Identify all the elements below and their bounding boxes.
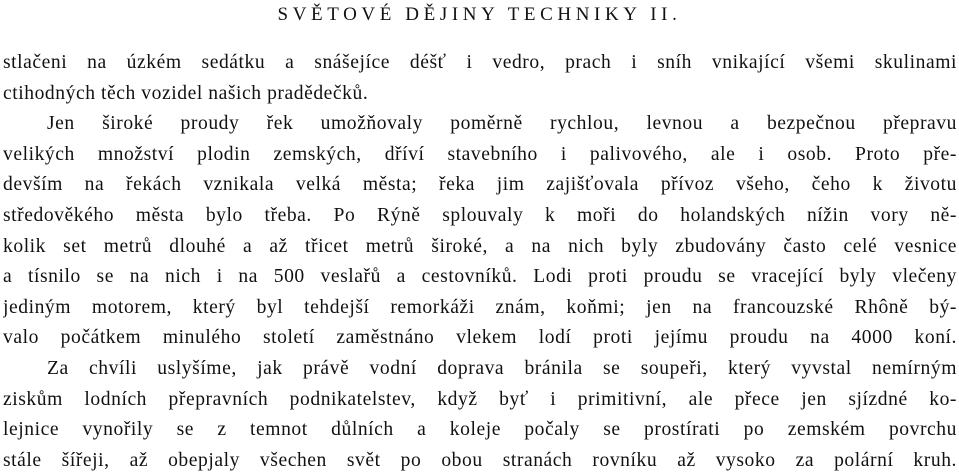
body-text: [3, 48, 957, 476]
text-line: stále šířeji, až obepjaly všechen svět po obou stranách rovníku až vysoko za polární kruh.: [3, 449, 957, 471]
text-line: ctihodných těch vozidel našich pradědečků.: [3, 82, 369, 104]
text-line: Jen široké proudy řek umožňovaly poměrně rychlou, levnou a bezpečnou přepravu: [47, 113, 957, 135]
text-line: a tísnilo se na nich i na 500 veslařů a cestovníků. Lodi proti proudu se vracející byly vlečeny: [3, 266, 957, 288]
text-line: lejnice vynořily se z temnot důlních a koleje počaly se prostírati po zemském povrchu: [3, 419, 957, 441]
text-line: jediným motorem, který byl tehdejší remorkáži znám, koňmi; jen na francouzské Rhôně bý-: [3, 296, 957, 318]
text-line: valo počátkem minulého století zaměstnáno vlekem lodí proti jejímu proudu na 4000 koní.: [3, 327, 957, 349]
text-line: ziskům lodních přepravních podnikatelstev, když byť i primitivní, ale přece jen sjízdné ko-: [3, 388, 957, 410]
running-header: SVĚTOVÉ DĚJINY TECHNIKY II.: [277, 4, 682, 25]
text-line: devším na řekách vznikala velká města; řeka jim zajišťovala přívoz všeho, čeho k životu: [3, 174, 957, 196]
text-line: Za chvíli uslyšíme, jak právě vodní doprava bránila se soupeři, který vyvstal nemírným: [47, 357, 957, 379]
text-line: středověkého města bylo třeba. Po Rýně splouvaly k moři do holandských nížin vory ně-: [3, 204, 957, 226]
text-line: kolik set metrů dlouhé a až třicet metrů široké, a na nich byly zbudovány často celé vesnice: [3, 235, 957, 257]
text-line: stlačeni na úzkém sedátku a snášejíce déšť i vedro, prach i sníh vnikající všemi skulinami: [3, 52, 957, 73]
text-line: velikých množství plodin zemských, dříví stavebního i palivového, ale i osob. Proto pře-: [3, 143, 957, 165]
